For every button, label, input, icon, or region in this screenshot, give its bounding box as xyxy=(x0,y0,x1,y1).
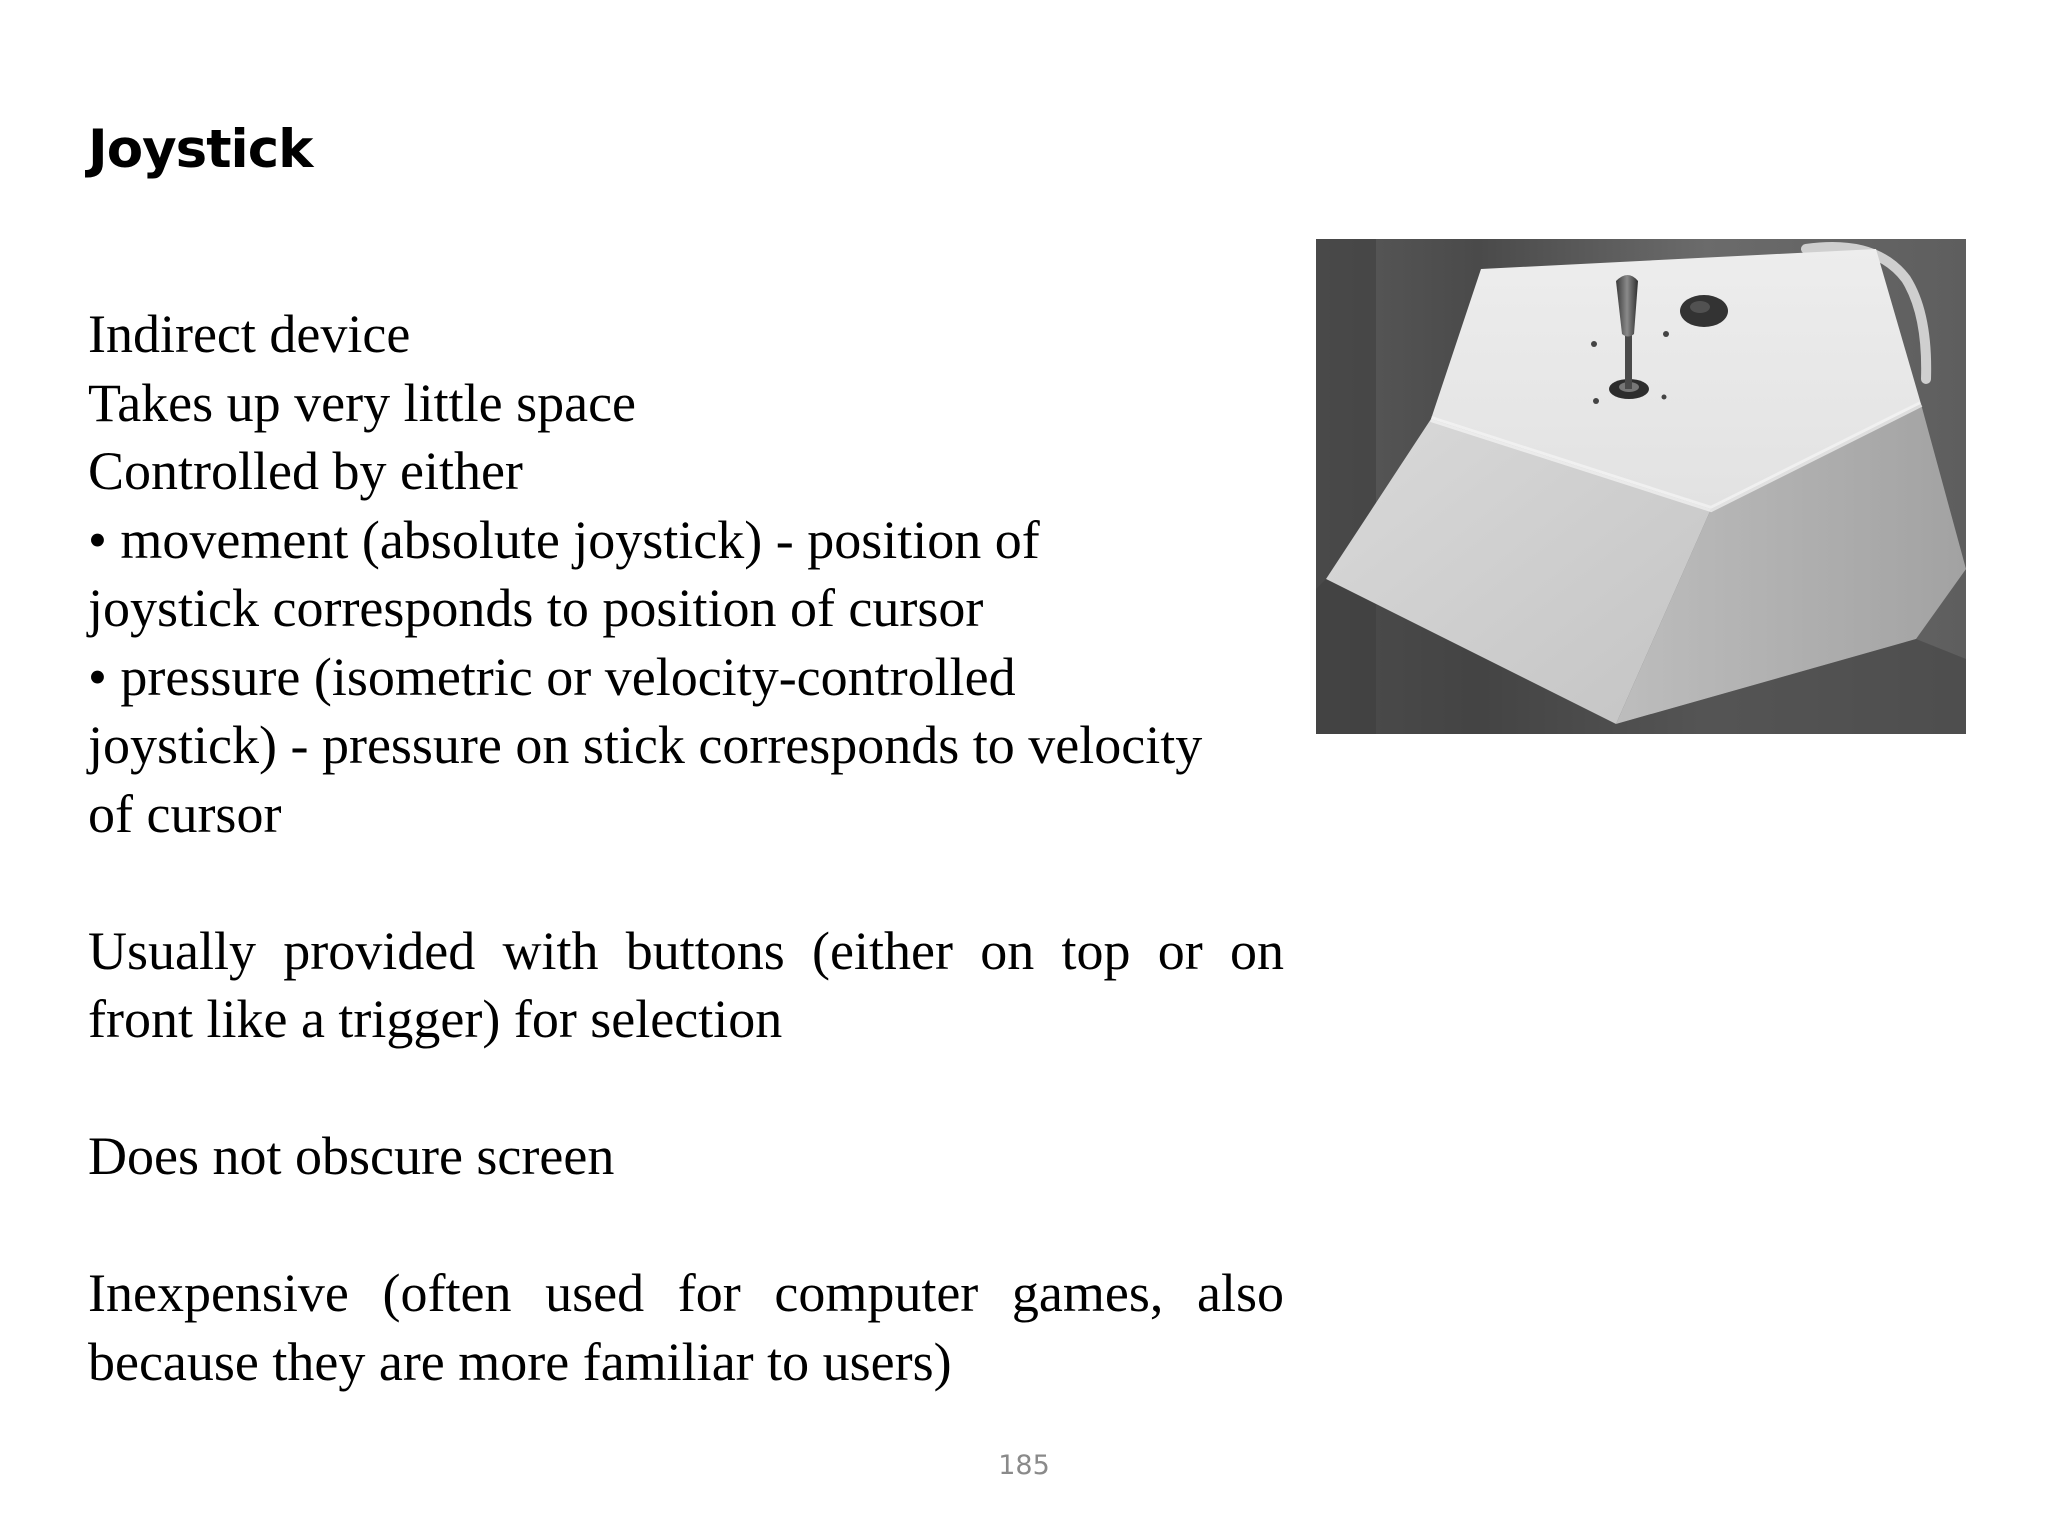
body-line: joystick) - pressure on stick corresponds to velocity xyxy=(88,715,1203,775)
body-line: Controlled by either xyxy=(88,441,523,501)
obscure-paragraph: Does not obscure screen xyxy=(88,1126,615,1186)
joystick-photo xyxy=(1316,239,1966,734)
body-line: Takes up very little space xyxy=(88,372,637,433)
page-number: 185 xyxy=(998,1450,1050,1481)
slide-body xyxy=(88,300,1284,1396)
body-line: of cursor xyxy=(88,783,282,844)
joystick-illustration xyxy=(1316,239,1966,734)
slide-title: Joystick xyxy=(88,119,313,180)
body-line: joystick corresponds to position of cursor xyxy=(88,578,984,638)
bullet-pressure: • pressure (isometric or velocity-controlled xyxy=(88,646,1016,707)
paragraph-gap xyxy=(88,1054,1284,1123)
body-line: Indirect device xyxy=(88,304,411,364)
inexpensive-paragraph: Inexpensive (often used for computer games, also because they are more familiar to users) xyxy=(88,1263,1284,1392)
buttons-paragraph: Usually provided with buttons (either on top or on front like a trigger) for selection xyxy=(88,920,1284,1049)
paragraph-gap xyxy=(88,1191,1284,1260)
bullet-movement: • movement (absolute joystick) - position of xyxy=(88,509,1040,570)
paragraph-gap xyxy=(88,848,1284,917)
